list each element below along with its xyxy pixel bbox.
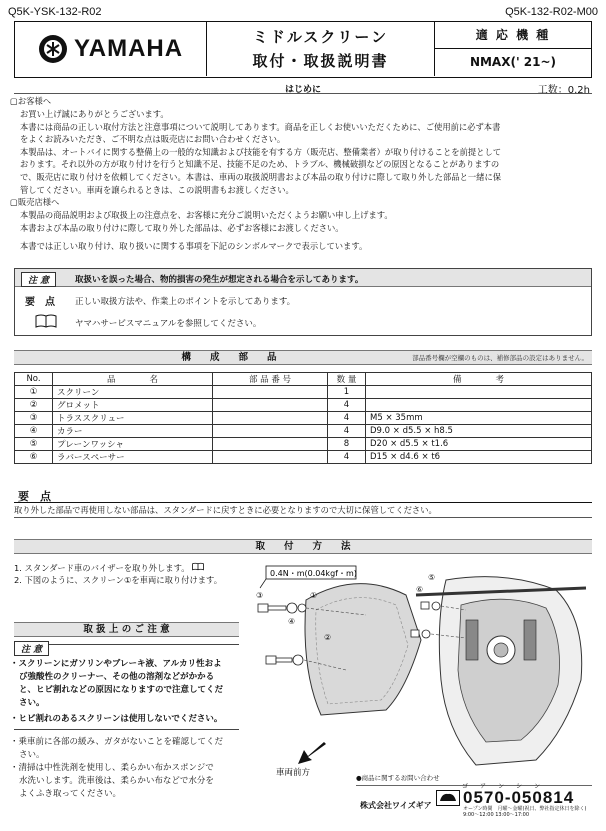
title-line2: 取付・取扱説明書 xyxy=(252,52,389,70)
parts-table xyxy=(14,372,592,464)
caret-icon: ▢ xyxy=(10,96,18,106)
symbols-box xyxy=(14,268,592,336)
to-customer-heading: ▢お客様へ xyxy=(10,96,52,106)
title-cell xyxy=(207,22,435,76)
customer-text: お買い上げ誠にありがとうございます。 本書には商品の正しい取付方法と注意事項について説明してあります。商品を正しくお使いいただくために、ご使用前に必ず本書 をよくお読みいただき、ご不明な点は販売店にお問い合わせください。 本製品は、オートバイに関する整備上の一般的な知識および技能を有する方（販売店、整備業者）が取り付けることを前提として おります。それ以外の方が取り付けを行うと知識不足、技能不足のため、トラブル、機械破損などの原因となることがありますの で、販売店に取り付けを依頼してください。本書は、車両の取扱説明書および本品の取り付けに際して取り外した部品と一緒に保 管してください。車両を譲られるときは、この説明書もお渡しください。 xyxy=(20,109,502,195)
handling-heading-bar xyxy=(14,622,239,637)
navi-dial-icon xyxy=(436,790,460,806)
parts-table-header: No. 品 名 部 品 番 号 数 量 備 考 xyxy=(15,373,592,386)
table-row: ⑥ ラバースペーサー 4 D15 × d4.6 × t6 xyxy=(15,451,592,464)
table-row: ③ トラススクリュー 4 M5 × 35mm xyxy=(15,412,592,425)
installation-diagram xyxy=(246,560,598,780)
title-line1: ミドルスクリーン xyxy=(252,28,389,46)
install-heading: 取 付 方 法 xyxy=(255,541,351,552)
handling-bullets: ・スクリーンにガソリンやブレーキ液、アルカリ性およ び強酸性のクリーナー、その他の溶剤などがかかる と、ヒビ割れなどの原因になりますので注意してくだ さい。 ・ヒビ割れのあるスクリーンは使用しないでください。 xyxy=(10,659,224,724)
model-label: 適 応 機 種 xyxy=(435,22,591,49)
parts-heading: 構 成 部 品 xyxy=(181,352,277,363)
table-row: ⑤ プレーンワッシャ 8 D20 × d5.5 × t1.6 xyxy=(15,438,592,451)
caret-icon: ▢ xyxy=(10,197,18,207)
callout-3: ③ xyxy=(256,591,264,600)
point-description: 正しい取扱方法や、作業上のポイントを示してあります。 xyxy=(75,297,296,307)
callout-6: ⑥ xyxy=(416,585,424,594)
caution-description: 取扱いを誤った場合、物的損害の発生が想定される場合を示してあります。 xyxy=(75,275,364,285)
install-heading-bar xyxy=(14,539,592,554)
company-name: 株式会社ワイズギア xyxy=(360,801,432,810)
handling-heading: 取 扱 上 の ご 注 意 xyxy=(83,624,170,635)
parts-note: 部品番号欄が空欄のものは、補修部品の設定はありません。 xyxy=(412,354,588,362)
intro-heading: はじめに xyxy=(284,85,321,95)
front-label: 車両前方 xyxy=(276,768,311,778)
work-hours: 工数：0.2h xyxy=(537,85,590,96)
handling-caution-badge: 注 意 xyxy=(14,641,49,656)
parts-heading-bar xyxy=(14,350,592,365)
brand-name: YAMAHA xyxy=(73,35,184,62)
doc-code-left: Q5K-YSK-132-R02 xyxy=(8,6,102,18)
divider xyxy=(14,93,592,94)
point-heading: 要 点 xyxy=(18,490,51,503)
inquiry-label: ●商品に関するお問い合わせ xyxy=(356,774,440,782)
install-step-2: 2. 下図のように、スクリーン①を車両に取り付けます。 xyxy=(14,575,222,585)
callout-1: ① xyxy=(310,591,318,600)
model-value: NMAX(' 21~) xyxy=(469,55,557,69)
book-icon xyxy=(35,314,57,328)
table-row: ② グロメット 4 xyxy=(15,399,592,412)
table-row: ① スクリーン 1 xyxy=(15,386,592,399)
callout-5: ⑤ xyxy=(428,573,436,582)
caution-badge: 注 意 xyxy=(21,272,56,287)
callout-4: ④ xyxy=(288,617,296,626)
phone-number: 0570-050814 xyxy=(463,788,575,807)
doc-code-right: Q5K-132-R02-M00 xyxy=(505,6,598,18)
handling-notes: ・乗車前に各部の緩み、ガタがないことを確認してくだ さい。 ・清掃は中性洗剤を使用し、柔らかい布かスポンジで 水洗いします。洗車後は、柔らかい布などで水分を よくふき取ってください。 xyxy=(10,737,224,799)
hours-text: オープン時間 月曜～金曜(祝日、弊社指定休日を除く) 9:00～12:00 13:00～17:00 xyxy=(463,806,587,818)
phone-ruby: ゴ ア ン シ ン xyxy=(462,783,544,790)
point-text: 取り外した部品で再使用しない部品は、スタンダードに戻すときに必要となりますので大切に保管してください。 xyxy=(14,505,437,515)
table-row: ④ カラー 4 D9.0 × d5.5 × h8.5 xyxy=(15,425,592,438)
to-dealer-heading: ▢販売店様へ xyxy=(10,197,60,207)
dealer-text: 本製品の商品説明および取扱上の注意点を、お客様に充分ご説明いただくようお願い申し上げます。 本書および本品の取り付けに際して取り外した部品は、必ずお客様にお渡しください。 本書では正しい取り付け、取り扱いに関する事項を下記のシンボルマークで表示しています。 xyxy=(20,210,393,252)
torque-label: 0.4N・m(0.04kgf・m) xyxy=(270,569,357,578)
point-badge: 要 点 xyxy=(25,297,55,308)
book-icon xyxy=(192,562,204,571)
install-step-1: 1. スタンダード車のバイザーを取り外します。 xyxy=(14,562,204,575)
callout-2: ② xyxy=(324,633,332,642)
yamaha-tuning-fork-logo-icon xyxy=(38,34,68,64)
brand-cell xyxy=(15,22,207,76)
header-box xyxy=(14,21,592,78)
manual-description: ヤマハサービスマニュアルを参照してください。 xyxy=(75,319,262,329)
front-direction-arrow-icon xyxy=(298,742,326,764)
